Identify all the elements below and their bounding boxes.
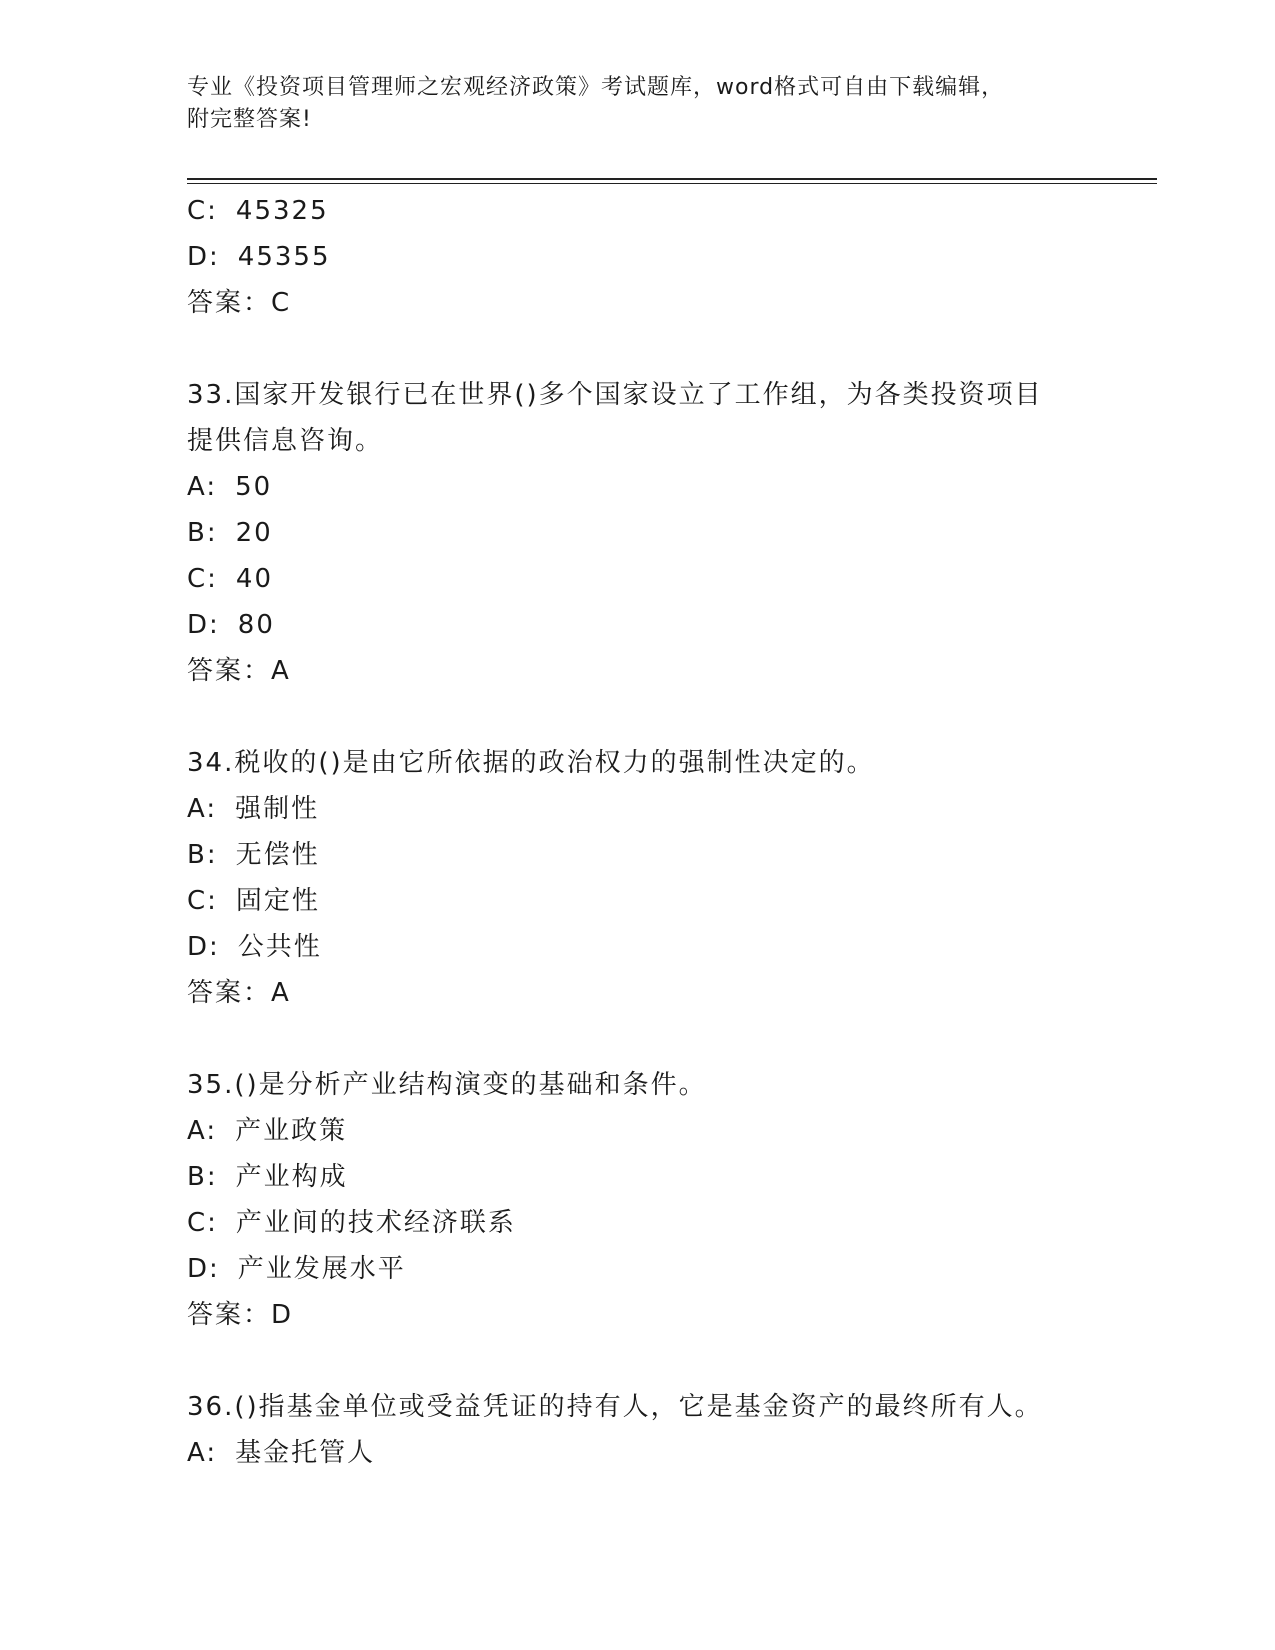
option-row bbox=[187, 878, 1117, 924]
question-text-line: 提供信息咨询。 bbox=[187, 426, 384, 456]
option-key: C: bbox=[187, 564, 218, 594]
answer-value: A bbox=[271, 978, 289, 1008]
option-key: A: bbox=[187, 472, 218, 502]
option-text: 45325 bbox=[235, 196, 329, 226]
question-text-line: 35.()是分析产业结构演变的基础和条件。 bbox=[187, 1070, 707, 1100]
option-key: D: bbox=[187, 610, 220, 640]
question-35 bbox=[187, 1062, 1087, 1108]
header-divider-thick bbox=[187, 178, 1157, 180]
option-row bbox=[187, 1200, 1117, 1246]
answer-value: C bbox=[271, 288, 290, 318]
option-key: D: bbox=[187, 932, 220, 962]
answer-label: 答案： bbox=[187, 978, 272, 1008]
answer-row bbox=[187, 1292, 1117, 1338]
question-text-line: 34.税收的()是由它所依据的政治权力的强制性决定的。 bbox=[187, 748, 875, 778]
option-row bbox=[187, 924, 1117, 970]
option-key: B: bbox=[187, 518, 218, 548]
option-text: 无偿性 bbox=[235, 840, 320, 870]
option-row bbox=[187, 832, 1117, 878]
option-row bbox=[187, 1108, 1117, 1154]
answer-label: 答案： bbox=[187, 1300, 272, 1330]
answer-row bbox=[187, 280, 1117, 326]
option-row bbox=[187, 188, 1117, 234]
option-text: 20 bbox=[235, 518, 273, 548]
option-text: 基金托管人 bbox=[235, 1438, 376, 1468]
answer-label: 答案： bbox=[187, 656, 272, 686]
option-key: C: bbox=[187, 196, 218, 226]
answer-row bbox=[187, 970, 1117, 1016]
question-36 bbox=[187, 1384, 1087, 1430]
option-key: A: bbox=[187, 794, 218, 824]
option-text: 40 bbox=[235, 564, 274, 594]
option-row bbox=[187, 464, 1117, 510]
question-text-line: 33.国家开发银行已在世界()多个国家设立了工作组，为各类投资项目 bbox=[187, 380, 1043, 410]
option-text: 产业政策 bbox=[235, 1116, 348, 1146]
question-text-line: 36.()指基金单位或受益凭证的持有人，它是基金资产的最终所有人。 bbox=[187, 1392, 1043, 1422]
option-key: B: bbox=[187, 840, 218, 870]
option-row bbox=[187, 510, 1117, 556]
option-text: 80 bbox=[237, 610, 275, 640]
option-text: 公共性 bbox=[237, 932, 322, 962]
option-key: D: bbox=[187, 242, 220, 272]
option-row bbox=[187, 1246, 1117, 1292]
option-row bbox=[187, 556, 1117, 602]
option-row bbox=[187, 602, 1117, 648]
option-key: B: bbox=[187, 1162, 218, 1192]
option-text: 强制性 bbox=[235, 794, 320, 824]
question-list bbox=[187, 188, 1117, 1476]
answer-value: A bbox=[271, 656, 289, 686]
question-34 bbox=[187, 740, 1087, 786]
option-key: D: bbox=[187, 1254, 220, 1284]
option-key: A: bbox=[187, 1438, 218, 1468]
option-row bbox=[187, 1154, 1117, 1200]
option-key: C: bbox=[187, 1208, 218, 1238]
answer-label: 答案： bbox=[187, 288, 272, 318]
option-row bbox=[187, 1430, 1117, 1476]
answer-value: D bbox=[271, 1300, 292, 1330]
answer-row bbox=[187, 648, 1117, 694]
question-33 bbox=[187, 372, 1087, 464]
option-text: 产业发展水平 bbox=[237, 1254, 406, 1284]
header-line-1: 专业《投资项目管理师之宏观经济政策》考试题库，word格式可自由下载编辑， bbox=[187, 75, 1005, 100]
option-key: C: bbox=[187, 886, 218, 916]
document-header bbox=[187, 72, 1117, 136]
option-row bbox=[187, 786, 1117, 832]
option-text: 固定性 bbox=[235, 886, 320, 916]
option-key: A: bbox=[187, 1116, 218, 1146]
header-divider-thin bbox=[187, 183, 1157, 184]
option-text: 产业构成 bbox=[235, 1162, 348, 1192]
option-row bbox=[187, 234, 1117, 280]
option-text: 50 bbox=[235, 472, 273, 502]
option-text: 产业间的技术经济联系 bbox=[235, 1208, 516, 1238]
header-line-2: 附完整答案! bbox=[187, 107, 312, 132]
option-text: 45355 bbox=[237, 242, 331, 272]
